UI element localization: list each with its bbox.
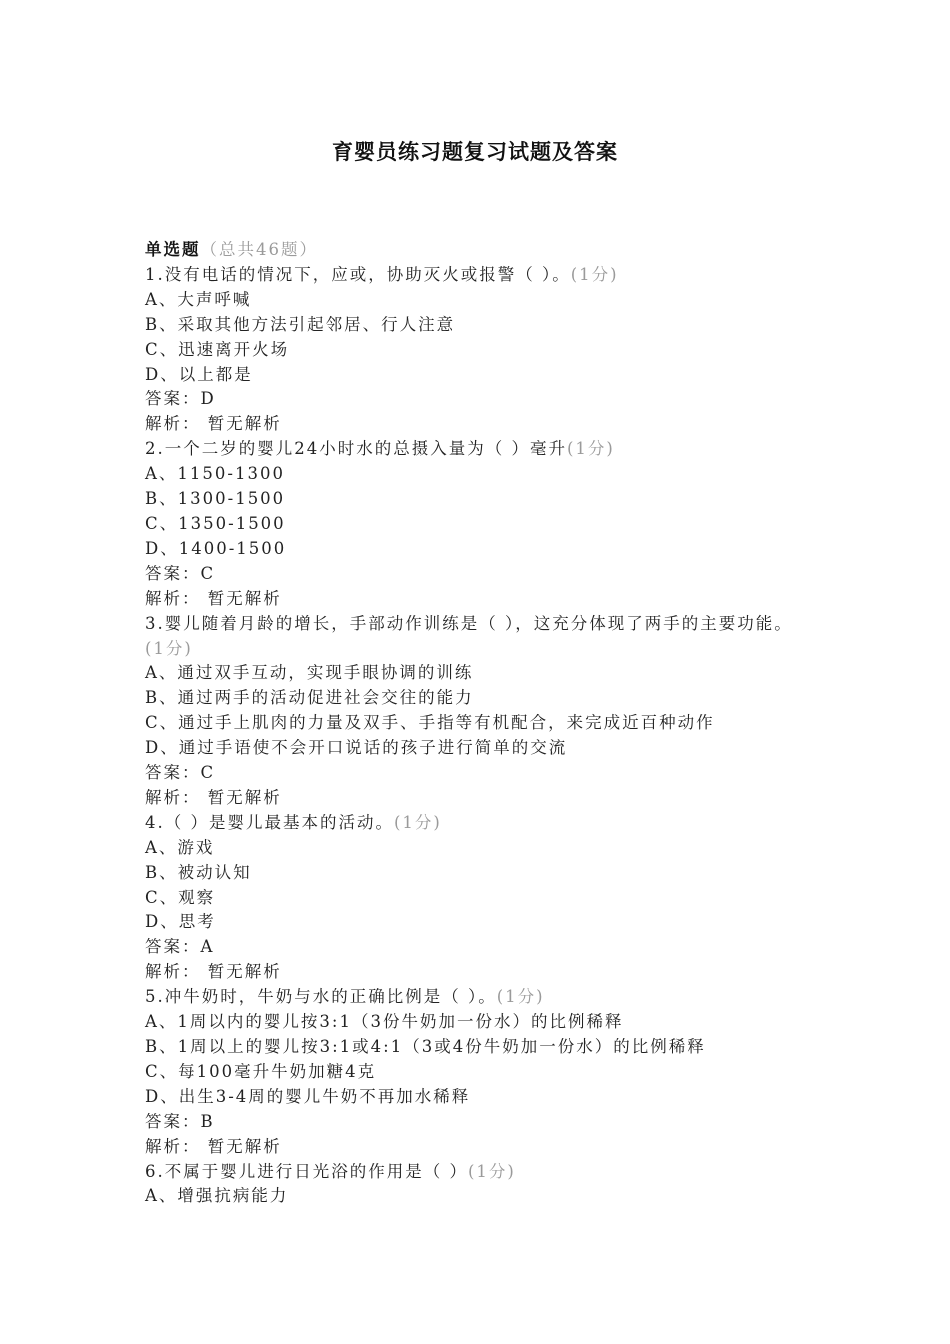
analysis: 解析： 暂无解析 [145, 787, 282, 807]
answer: 答案：C [145, 763, 216, 783]
question-score: (1分) [496, 987, 545, 1007]
option: C、迅速离开火场 [145, 339, 290, 359]
option: D、1400-1500 [145, 538, 287, 558]
section-heading [145, 238, 835, 263]
answer: 答案：C [145, 563, 216, 583]
option: A、1150-1300 [145, 464, 285, 484]
document-title: 育婴员练习题复习试题及答案 [332, 139, 618, 164]
section-count-note: （总共46题） [200, 240, 318, 259]
question-score: (1分) [145, 638, 193, 658]
answer: 答案：D [145, 389, 216, 409]
option: A、游戏 [145, 837, 215, 857]
option: B、1300-1500 [145, 489, 286, 509]
option: B、被动认知 [145, 862, 252, 882]
analysis: 解析： 暂无解析 [145, 962, 282, 982]
option: B、1周以上的婴儿按3:1或4:1（3或4份牛奶加一份水）的比例稀释 [145, 1037, 706, 1056]
option: B、采取其他方法引起邻居、行人注意 [145, 314, 456, 334]
option: C、观察 [145, 887, 216, 907]
analysis: 解析： 暂无解析 [145, 588, 282, 608]
option: D、思考 [145, 912, 216, 932]
question-stem: 4.（ ）是婴儿最基本的活动。(1分) [145, 812, 442, 832]
question-score: (1分) [468, 1161, 516, 1181]
option: D、以上都是 [145, 364, 253, 384]
option: D、出生3-4周的婴儿牛奶不再加水稀释 [145, 1086, 471, 1106]
option: B、通过两手的活动促进社会交往的能力 [145, 688, 474, 708]
option: D、通过手语使不会开口说话的孩子进行简单的交流 [145, 738, 568, 758]
option: A、大声呼喊 [145, 289, 252, 309]
question-stem: 5.冲牛奶时，牛奶与水的正确比例是（ ）。(1分) [145, 987, 545, 1007]
question-score: (1分) [566, 439, 615, 459]
question-stem: 6.不属于婴儿进行日光浴的作用是（ ）(1分) [145, 1161, 516, 1181]
option: C、1350-1500 [145, 513, 286, 533]
option: A、1周以内的婴儿按3:1（3份牛奶加一份水）的比例稀释 [145, 1012, 624, 1032]
question-score: (1分) [394, 812, 442, 832]
section-label: 单选题 [145, 240, 201, 259]
question-stem: 2.一个二岁的婴儿24小时水的总摄入量为（ ）毫升(1分) [145, 439, 615, 459]
question-stem: 3.婴儿随着月龄的增长，手部动作训练是（ ），这充分体现了两手的主要功能。 [145, 613, 793, 633]
option: A、增强抗病能力 [145, 1186, 289, 1206]
option: C、每100毫升牛奶加糖4克 [145, 1061, 377, 1081]
analysis: 解析： 暂无解析 [145, 414, 282, 434]
question-list [145, 238, 835, 1209]
answer: 答案：B [145, 1111, 215, 1131]
analysis: 解析： 暂无解析 [145, 1136, 282, 1156]
option: C、通过手上肌肉的力量及双手、手指等有机配合，来完成近百种动作 [145, 713, 715, 733]
question-score: (1分) [570, 264, 619, 284]
option: A、通过双手互动，实现手眼协调的训练 [145, 663, 474, 683]
answer: 答案：A [145, 937, 215, 957]
question-stem: 1.没有电话的情况下，应或，协助灭火或报警（ ）。(1分) [145, 264, 619, 284]
